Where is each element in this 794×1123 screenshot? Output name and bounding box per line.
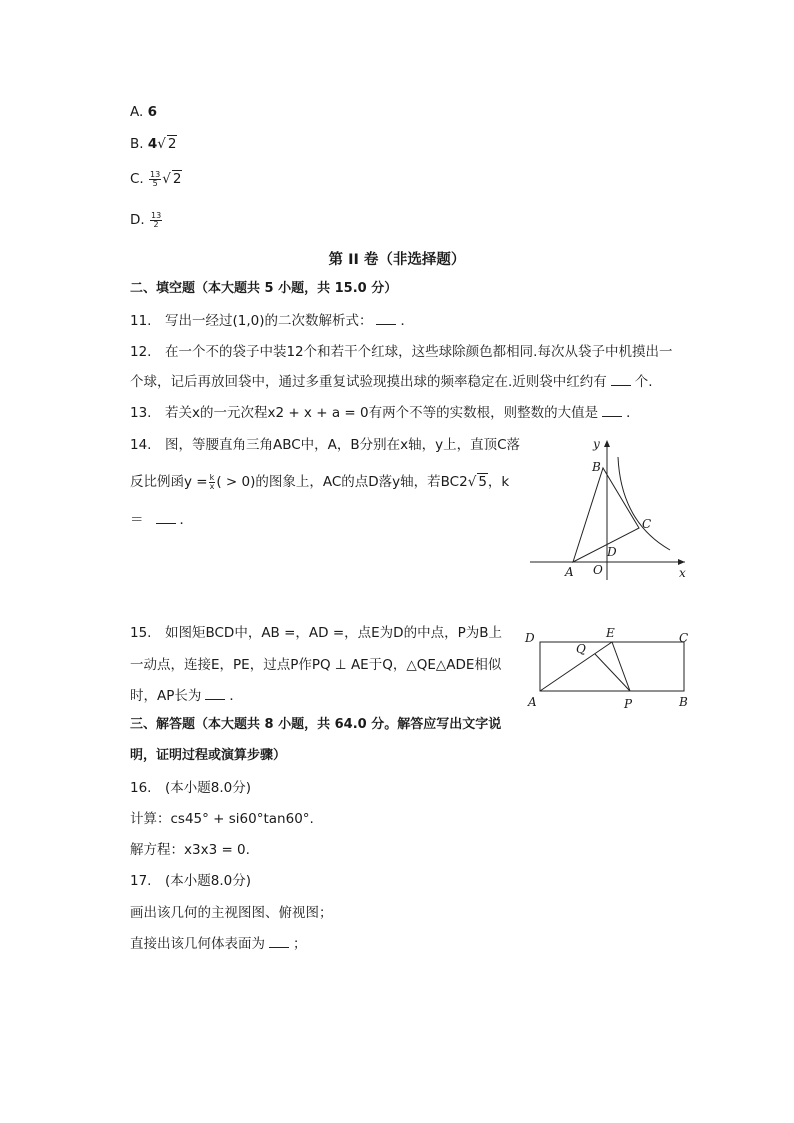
option-letter: D.	[130, 212, 145, 228]
radicand: 2	[167, 136, 177, 152]
label-q: Q	[576, 642, 586, 656]
denominator: x	[209, 481, 215, 491]
label-d: D	[607, 545, 617, 559]
denominator: 5	[152, 178, 158, 188]
question-17-head: 17. (本小题8.0分)	[130, 873, 251, 889]
label-y: y	[593, 437, 600, 451]
label-a: A	[565, 565, 574, 579]
question-end: ．	[400, 313, 414, 329]
question-17-surface	[130, 934, 307, 954]
label-a: A	[528, 695, 537, 709]
option-letter: B.	[130, 136, 144, 152]
answer-blank	[602, 404, 622, 417]
x-axis-arrow-icon	[678, 559, 685, 565]
label-p: P	[624, 697, 633, 711]
numerator: 13	[150, 210, 162, 220]
answer-blank	[269, 935, 289, 948]
rectangle-abcd	[540, 642, 684, 691]
part3-header-line1: 三、解答题（本大题共 8 小题，共 64.0 分。解答应写出文字说	[130, 717, 502, 732]
question-end: ．	[179, 512, 193, 528]
question-14-line3	[130, 510, 193, 530]
question-16-head: 16. (本小题8.0分)	[130, 780, 251, 796]
option-value: 6	[147, 104, 157, 120]
question-text: ，k	[487, 474, 510, 490]
question-15-line2: 一动点，连接E，PE，过点P作PQ ⊥ AE于Q，△QE△ADE相似	[130, 657, 502, 673]
figure-15	[520, 625, 700, 715]
option-coefficient: 4	[147, 136, 158, 152]
question-end: ．	[229, 688, 243, 704]
label-b: B	[679, 695, 688, 709]
question-end: ；	[293, 936, 307, 952]
radical-sign: √	[157, 136, 166, 152]
question-17-draw: 画出该几何的主视图图、俯视图；	[130, 905, 333, 921]
question-text: ( > 0)的图象上，AC的点D落y轴，若BC2	[216, 474, 468, 490]
label-b: B	[592, 460, 601, 474]
question-16-calc: 计算：cs45° + si60°tan60°.	[130, 811, 314, 827]
y-axis-arrow-icon	[604, 440, 610, 447]
answer-blank	[376, 312, 396, 325]
option-d	[130, 210, 163, 230]
option-c	[130, 169, 182, 189]
option-a	[130, 102, 157, 122]
hyperbola-curve	[618, 457, 670, 550]
question-14-line2	[130, 472, 509, 492]
part2-header: 二、填空题（本大题共 5 小题，共 15.0 分）	[130, 281, 398, 296]
option-b	[130, 134, 177, 154]
segment-pq	[595, 654, 630, 691]
radical-sign: √	[162, 171, 171, 187]
option-letter: A.	[130, 104, 144, 120]
numerator: 13	[150, 169, 161, 179]
question-text: 个球，记后再放回袋中，通过多重复试验现摸出球的频率稳定在.近则袋中红约有	[130, 374, 607, 390]
question-text: 11. 写出一经过(1,0)的二次数解析式：	[130, 313, 373, 329]
question-end: 个.	[634, 374, 653, 390]
denominator: 2	[153, 219, 159, 229]
section-title: 第 II 卷（非选择题）	[328, 252, 466, 268]
radical-sign: √	[467, 474, 477, 490]
option-letter: C.	[130, 171, 144, 187]
question-13	[130, 403, 640, 423]
question-text: ＝	[130, 512, 144, 528]
fraction	[209, 474, 216, 491]
label-o: O	[593, 563, 603, 577]
question-text: 反比例函y =	[130, 474, 208, 490]
question-text: 13. 若关x的一元次程x2 + x + a = 0有两个不等的实数根，则整数的大值是	[130, 405, 599, 421]
question-15-line3	[130, 686, 243, 706]
radicand: 2	[172, 171, 182, 187]
fraction	[149, 171, 161, 188]
question-end: ．	[626, 405, 640, 421]
question-15-line1: 15. 如图矩BCD中，AB =，AD =，点E为D的中点，P为B上	[130, 625, 502, 641]
part3-header-line2: 明，证明过程或演算步骤）	[130, 748, 287, 763]
question-11	[130, 311, 414, 331]
question-16-solve: 解方程：x3x3 = 0.	[130, 842, 250, 858]
question-14-line1: 14. 图，等腰直角三角ABC中，A，B分别在x轴，y上，直顶C落	[130, 437, 521, 453]
radicand: 5	[478, 474, 487, 490]
question-text: 直接出该几何体表面为	[130, 936, 265, 952]
label-c: C	[642, 517, 652, 531]
figure-14	[525, 432, 695, 582]
question-text: 时，AP长为	[130, 688, 202, 704]
answer-blank	[611, 373, 631, 386]
answer-blank	[205, 687, 225, 700]
label-x: x	[679, 566, 686, 580]
label-e: E	[606, 626, 615, 640]
triangle-abc	[573, 468, 639, 562]
fraction	[150, 212, 162, 229]
question-12-line2	[130, 372, 653, 392]
label-d: D	[525, 631, 535, 645]
label-c: C	[679, 631, 689, 645]
segment-pe	[612, 642, 630, 691]
answer-blank	[156, 511, 176, 524]
question-12-line1: 12. 在一个不的袋子中装12个和若干个红球，这些球除颜色都相同.每次从袋子中机摸出一	[130, 344, 673, 360]
numerator: k	[209, 472, 215, 482]
